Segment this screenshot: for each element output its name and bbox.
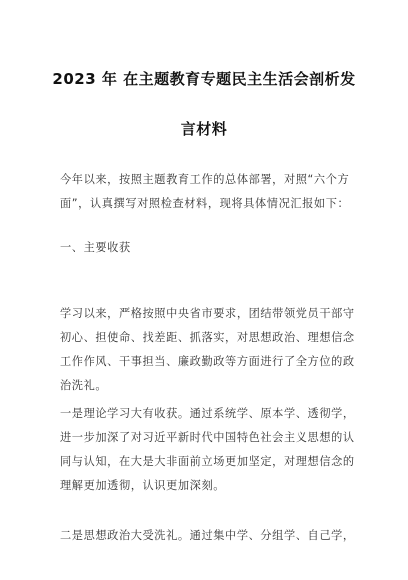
- study-line: 初心、担使命、找差距、抓落实，对思想政治、理想信念: [60, 331, 355, 344]
- politics-line: 二是思想政治大受洗礼。通过集中学、分组学、自己学，: [60, 529, 355, 542]
- theory-line: 进一步加深了对习近平新时代中国特色社会主义思想的认: [60, 431, 355, 444]
- theory-line: 理解更加透彻，认识更加深刻。: [60, 479, 226, 492]
- document-title-line-1: 2023 年 在主题教育专题民主生活会剖析发: [52, 70, 356, 88]
- intro-paragraph: [60, 168, 360, 216]
- theory-line: 同与认知，在大是大非面前立场更加坚定，对理想信念的: [60, 455, 355, 468]
- study-line: 治洗礼。: [60, 379, 108, 392]
- document-title-line-2: 言材料: [180, 120, 228, 138]
- section-heading-text: 一、主要收获: [60, 241, 131, 254]
- study-paragraph: [60, 302, 360, 398]
- study-line: 工作作风、干事担当、廉政勤政等方面进行了全方位的政: [60, 355, 355, 368]
- theory-line: 一是理论学习大有收获。通过系统学、原本学、透彻学，: [60, 407, 355, 420]
- political-ideology-paragraph: [60, 524, 360, 548]
- intro-line: 面”，认真撰写对照检查材料，现将具体情况汇报如下：: [60, 197, 350, 210]
- theory-study-paragraph: [60, 402, 360, 498]
- section-heading-main-gains: [60, 236, 360, 260]
- intro-line: 今年以来，按照主题教育工作的总体部署，对照“六个方: [60, 173, 350, 186]
- study-line: 学习以来，严格按照中央省市要求，团结带领党员干部守: [60, 307, 355, 320]
